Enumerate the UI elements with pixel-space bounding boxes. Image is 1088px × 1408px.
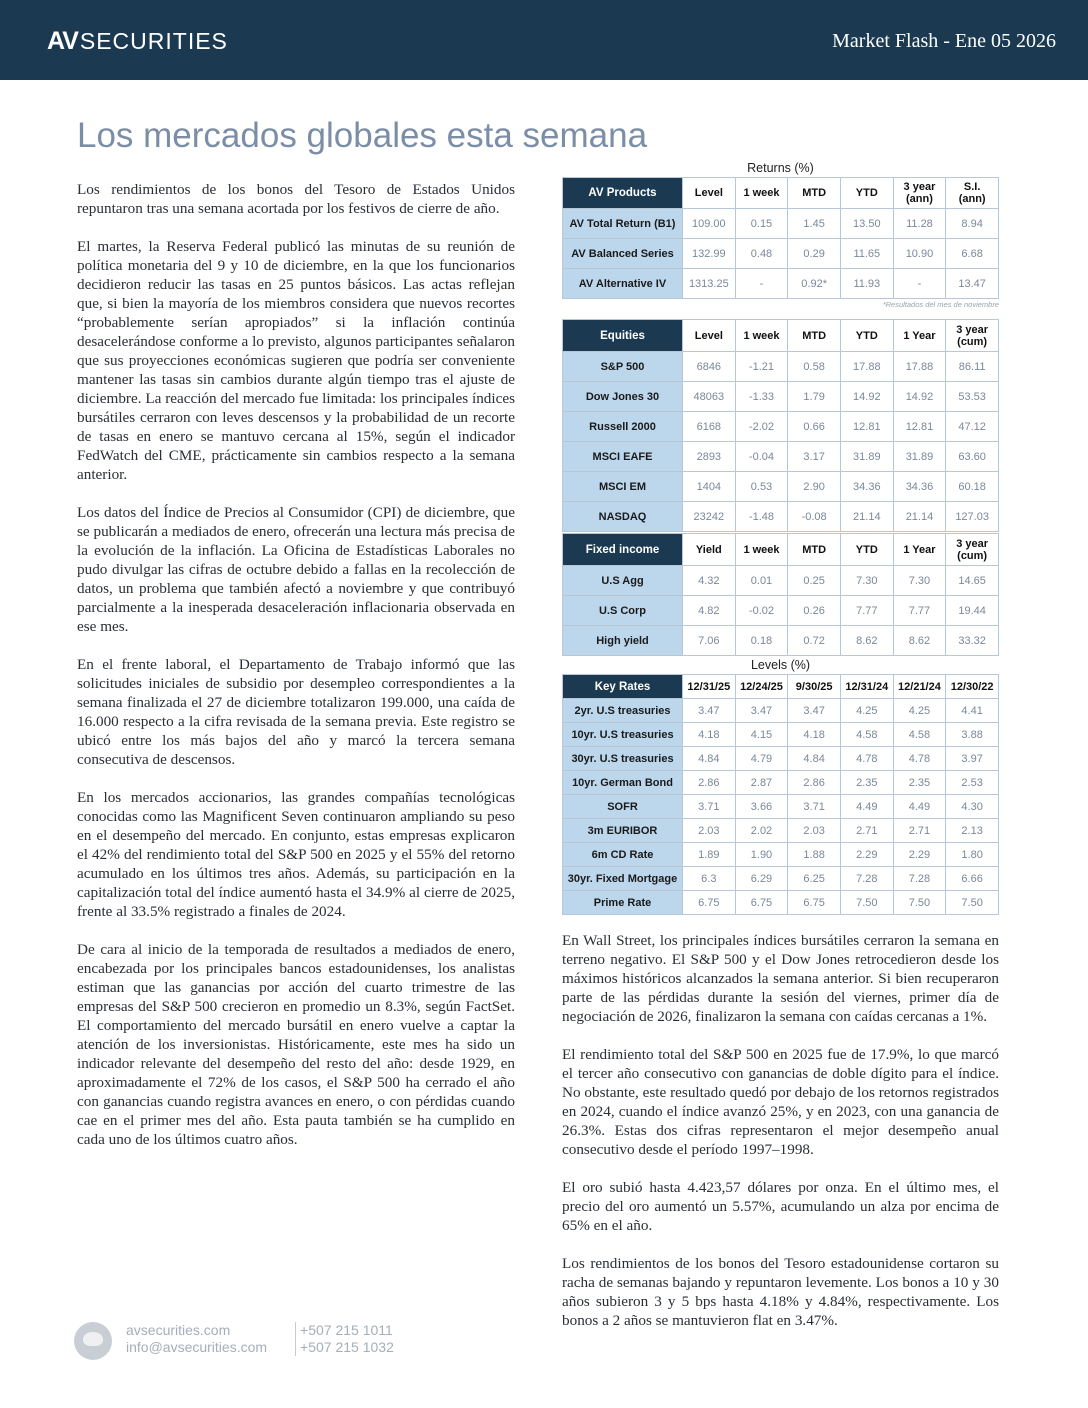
- column-header: 3 year (cum): [946, 534, 999, 566]
- table-cell: 3.66: [735, 795, 788, 819]
- email-link[interactable]: info@avsecurities.com: [126, 1339, 268, 1355]
- table-cell: 2.53: [946, 771, 999, 795]
- table-cell: 4.82: [683, 596, 736, 626]
- paragraph: En los mercados accionarios, las grandes compañías tecnológicas conocidas como las Magnificent Seven continuaron ampliando su peso en el desempeño del mercado. En conjunto, estas empresas explicaron el 42% del rendimiento total del S&P 500 en 2025 y el 55% del retorno acumulado en los últimos tres años. Además, su participación en la capitalización total del índice aumentó hasta el 34.9% al cierre de 2025, frente al 33.5% registrado a finales de 2024.: [77, 789, 515, 920]
- left-column: [77, 180, 515, 1168]
- returns-caption: Returns (%): [747, 161, 814, 175]
- column-header: YTD: [840, 534, 893, 566]
- table-cell: 10.90: [893, 239, 946, 269]
- table-cell: 7.77: [840, 596, 893, 626]
- column-header: 1 week: [735, 320, 788, 352]
- table-cell: 7.30: [893, 566, 946, 596]
- returns-table: [562, 177, 999, 299]
- table-cell: 6.66: [946, 867, 999, 891]
- table-cell: 4.25: [840, 699, 893, 723]
- table-cell: 1.45: [788, 209, 841, 239]
- table-cell: -2.02: [735, 412, 788, 442]
- table-row: [563, 867, 999, 891]
- table-cell: 48063: [683, 382, 736, 412]
- table-cell: 60.18: [946, 472, 999, 502]
- table-cell: 109.00: [683, 209, 736, 239]
- table-cell: 2.35: [840, 771, 893, 795]
- table-cell: 2.71: [893, 819, 946, 843]
- table-cell: 1.79: [788, 382, 841, 412]
- returns-footnote: *Resultados del mes de noviembre: [882, 300, 999, 309]
- table-cell: 0.66: [788, 412, 841, 442]
- table-cell: 2.29: [840, 843, 893, 867]
- table-cell: 2.03: [683, 819, 736, 843]
- table-cell: 0.53: [735, 472, 788, 502]
- table-cell: 4.15: [735, 723, 788, 747]
- row-label: MSCI EM: [563, 472, 683, 502]
- column-header: 1 Year: [893, 320, 946, 352]
- column-header: YTD: [840, 178, 893, 209]
- company-logo: [47, 27, 228, 56]
- logo-text: SECURITIES: [79, 28, 228, 54]
- column-header: 12/21/24: [893, 675, 946, 699]
- table-cell: 3.88: [946, 723, 999, 747]
- table-cell: 8.62: [893, 626, 946, 656]
- table-cell: 53.53: [946, 382, 999, 412]
- table-cell: -: [893, 269, 946, 299]
- table-cell: 0.25: [788, 566, 841, 596]
- footer-contacts: [126, 1322, 267, 1356]
- table-cell: 11.65: [840, 239, 893, 269]
- table-cell: 13.47: [946, 269, 999, 299]
- column-header: 9/30/25: [788, 675, 841, 699]
- column-header: 3 year (ann): [893, 178, 946, 209]
- row-label: 10yr. German Bond: [563, 771, 683, 795]
- table-cell: 2.86: [683, 771, 736, 795]
- table-cell: 8.62: [840, 626, 893, 656]
- website-link[interactable]: avsecurities.com: [126, 1322, 231, 1338]
- page-headline: Los mercados globales esta semana: [77, 116, 648, 155]
- table-cell: 21.14: [840, 502, 893, 532]
- table-cell: 0.26: [788, 596, 841, 626]
- table-cell: 11.28: [893, 209, 946, 239]
- table-cell: 3.97: [946, 747, 999, 771]
- table-cell: 7.50: [946, 891, 999, 915]
- table-cell: 4.25: [893, 699, 946, 723]
- table-row: [563, 626, 999, 656]
- table-cell: 4.78: [893, 747, 946, 771]
- table-cell: 4.79: [735, 747, 788, 771]
- footer-phones: [295, 1322, 394, 1356]
- table-row: [563, 209, 999, 239]
- table-cell: 34.36: [840, 472, 893, 502]
- table-cell: 47.12: [946, 412, 999, 442]
- row-label: AV Alternative IV: [563, 269, 683, 299]
- row-label: AV Balanced Series: [563, 239, 683, 269]
- table-cell: 12.81: [893, 412, 946, 442]
- table-row: [563, 269, 999, 299]
- logo-mark: AV: [47, 27, 78, 55]
- table-cell: 2.03: [788, 819, 841, 843]
- table-cell: 31.89: [893, 442, 946, 472]
- row-label: 2yr. U.S treasuries: [563, 699, 683, 723]
- table-row: [563, 596, 999, 626]
- column-header: MTD: [788, 178, 841, 209]
- table-cell: 19.44: [946, 596, 999, 626]
- column-header: AV Products: [563, 178, 683, 209]
- fixed-income-table-block: [562, 533, 999, 656]
- table-cell: 6168: [683, 412, 736, 442]
- table-cell: -1.21: [735, 352, 788, 382]
- paragraph: El rendimiento total del S&P 500 en 2025 fue de 17.9%, lo que marcó el tercer año consecutivo con ganancias de doble dígito para el índice. No obstante, este resultado quedó por debajo de los retornos registrados en 2024, cuando el índice avanzó 25%, y en 2023, con una ganancia de 26.3%. Estas dos cifras representaron el mejor desempeño anual consecutivo desde el período 1997–1998.: [562, 1046, 999, 1158]
- paragraph: Los datos del Índice de Precios al Consumidor (CPI) de diciembre, que se publicarán a mediados de enero, ofrecerán una lectura más precisa de la evolución de la inflación. La Oficina de Estadísticas Laborales no pudo divulgar las cifras de octubre debido a fallas en la recolección de datos, un problema que también afectó a noviembre y que contribuyó parcialmente a la inesperada desaceleración inflacionaria observada en ese mes.: [77, 504, 515, 635]
- table-cell: 2.35: [893, 771, 946, 795]
- row-label: AV Total Return (B1): [563, 209, 683, 239]
- table-row: [563, 891, 999, 915]
- column-header: Fixed income: [563, 534, 683, 566]
- table-cell: 2.86: [788, 771, 841, 795]
- table-cell: -1.48: [735, 502, 788, 532]
- table-cell: 0.72: [788, 626, 841, 656]
- row-label: NASDAQ: [563, 502, 683, 532]
- table-cell: 7.50: [840, 891, 893, 915]
- table-cell: 0.01: [735, 566, 788, 596]
- table-cell: 0.15: [735, 209, 788, 239]
- table-cell: 6846: [683, 352, 736, 382]
- column-header: 12/31/25: [683, 675, 736, 699]
- column-header: Level: [683, 178, 736, 209]
- table-cell: 3.71: [683, 795, 736, 819]
- row-label: 30yr. Fixed Mortgage: [563, 867, 683, 891]
- table-cell: 4.58: [893, 723, 946, 747]
- table-cell: 0.29: [788, 239, 841, 269]
- report-title: Market Flash - Ene 05 2026: [832, 30, 1056, 52]
- footer: [74, 1322, 394, 1360]
- header-bar: [0, 0, 1088, 80]
- table-cell: 63.60: [946, 442, 999, 472]
- table-cell: 7.30: [840, 566, 893, 596]
- table-cell: 4.32: [683, 566, 736, 596]
- column-header: 1 week: [735, 534, 788, 566]
- table-cell: 6.75: [683, 891, 736, 915]
- table-cell: 21.14: [893, 502, 946, 532]
- column-header: Key Rates: [563, 675, 683, 699]
- table-row: [563, 699, 999, 723]
- table-cell: 4.18: [788, 723, 841, 747]
- right-column: [562, 931, 999, 1349]
- fixed-income-table: [562, 533, 999, 656]
- table-cell: 1404: [683, 472, 736, 502]
- row-label: U.S Agg: [563, 566, 683, 596]
- table-cell: 4.84: [683, 747, 736, 771]
- table-cell: 1313.25: [683, 269, 736, 299]
- table-cell: 14.92: [893, 382, 946, 412]
- key-rates-table-block: [562, 656, 999, 915]
- table-row: [563, 819, 999, 843]
- paragraph: En Wall Street, los principales índices bursátiles cerraron la semana en terreno negativo. El S&P 500 y el Dow Jones retrocedieron desde los máximos históricos alcanzados la semana anterior. Si bien recuperaron parte de las pérdidas durante la sesión del viernes, primer día de negociación de 2026, finalizaron la semana con caídas cercanas a 1%.: [562, 932, 999, 1025]
- key-rates-table: [562, 674, 999, 915]
- table-cell: 17.88: [840, 352, 893, 382]
- table-cell: 3.47: [735, 699, 788, 723]
- row-label: 10yr. U.S treasuries: [563, 723, 683, 747]
- table-cell: 0.48: [735, 239, 788, 269]
- table-cell: -: [735, 269, 788, 299]
- key-rates-caption: Levels (%): [750, 658, 811, 672]
- table-row: [563, 502, 999, 532]
- table-cell: 132.99: [683, 239, 736, 269]
- table-cell: 4.78: [840, 747, 893, 771]
- table-cell: 2.02: [735, 819, 788, 843]
- table-cell: 6.75: [735, 891, 788, 915]
- paragraph: El oro subió hasta 4.423,57 dólares por onza. En el último mes, el precio del oro aumentó un 5.57%, acumulando un alza por encima de 65% en el año.: [562, 1179, 999, 1234]
- table-cell: 0.18: [735, 626, 788, 656]
- table-cell: 4.84: [788, 747, 841, 771]
- column-header: Yield: [683, 534, 736, 566]
- table-row: [563, 566, 999, 596]
- table-cell: 17.88: [893, 352, 946, 382]
- paragraph: Los rendimientos de los bonos del Tesoro de Estados Unidos repuntaron tras una semana acortada por los festivos de cierre de año.: [77, 181, 515, 217]
- row-label: SOFR: [563, 795, 683, 819]
- table-row: [563, 382, 999, 412]
- table-cell: 3.47: [683, 699, 736, 723]
- table-cell: 7.28: [840, 867, 893, 891]
- column-header: 12/24/25: [735, 675, 788, 699]
- table-cell: 1.89: [683, 843, 736, 867]
- tree-logo-icon: [74, 1322, 112, 1360]
- table-cell: 4.49: [893, 795, 946, 819]
- table-cell: 7.28: [893, 867, 946, 891]
- table-cell: 4.49: [840, 795, 893, 819]
- column-header: S.I. (ann): [946, 178, 999, 209]
- table-cell: 0.92*: [788, 269, 841, 299]
- table-cell: -0.08: [788, 502, 841, 532]
- table-cell: 3.71: [788, 795, 841, 819]
- returns-table-block: [562, 159, 999, 311]
- column-header: YTD: [840, 320, 893, 352]
- table-cell: 6.68: [946, 239, 999, 269]
- table-row: [563, 412, 999, 442]
- table-cell: 6.29: [735, 867, 788, 891]
- table-row: [563, 843, 999, 867]
- row-label: 6m CD Rate: [563, 843, 683, 867]
- row-label: 3m EURIBOR: [563, 819, 683, 843]
- table-cell: 1.88: [788, 843, 841, 867]
- table-cell: 127.03: [946, 502, 999, 532]
- column-header: 1 week: [735, 178, 788, 209]
- table-cell: 6.75: [788, 891, 841, 915]
- column-header: Level: [683, 320, 736, 352]
- column-header: 12/31/24: [840, 675, 893, 699]
- table-cell: 3.47: [788, 699, 841, 723]
- table-cell: -1.33: [735, 382, 788, 412]
- table-cell: 1.80: [946, 843, 999, 867]
- table-cell: 31.89: [840, 442, 893, 472]
- row-label: Prime Rate: [563, 891, 683, 915]
- table-cell: 0.58: [788, 352, 841, 382]
- table-row: [563, 442, 999, 472]
- table-cell: 6.3: [683, 867, 736, 891]
- table-cell: 7.77: [893, 596, 946, 626]
- table-cell: 2.90: [788, 472, 841, 502]
- table-cell: 4.58: [840, 723, 893, 747]
- row-label: S&P 500: [563, 352, 683, 382]
- row-label: 30yr. U.S treasuries: [563, 747, 683, 771]
- table-cell: 12.81: [840, 412, 893, 442]
- column-header: 1 Year: [893, 534, 946, 566]
- table-row: [563, 239, 999, 269]
- table-cell: -0.04: [735, 442, 788, 472]
- column-header: MTD: [788, 534, 841, 566]
- table-cell: 2.29: [893, 843, 946, 867]
- table-cell: 8.94: [946, 209, 999, 239]
- table-row: [563, 795, 999, 819]
- table-cell: 4.41: [946, 699, 999, 723]
- paragraph: Los rendimientos de los bonos del Tesoro estadounidense cortaron su racha de semanas bajando y repuntaron levemente. Los bonos a 10 y 30 años subieron 3 y 5 bps hasta 4.18% y 4.84%, respectivamente. Los bonos a 2 años se mantuvieron flat en 3.47%.: [562, 1255, 999, 1329]
- table-cell: 33.32: [946, 626, 999, 656]
- table-cell: 3.17: [788, 442, 841, 472]
- table-cell: 4.18: [683, 723, 736, 747]
- table-cell: 34.36: [893, 472, 946, 502]
- table-cell: 11.93: [840, 269, 893, 299]
- phone-number: +507 215 1032: [300, 1339, 394, 1355]
- table-cell: 86.11: [946, 352, 999, 382]
- column-header: MTD: [788, 320, 841, 352]
- equities-table: [562, 319, 999, 532]
- table-row: [563, 723, 999, 747]
- table-cell: 14.65: [946, 566, 999, 596]
- table-cell: 6.25: [788, 867, 841, 891]
- table-cell: 2.71: [840, 819, 893, 843]
- row-label: Dow Jones 30: [563, 382, 683, 412]
- column-header: Equities: [563, 320, 683, 352]
- equities-table-block: [562, 319, 999, 532]
- row-label: U.S Corp: [563, 596, 683, 626]
- table-cell: 1.90: [735, 843, 788, 867]
- table-cell: 4.30: [946, 795, 999, 819]
- table-cell: 2893: [683, 442, 736, 472]
- table-row: [563, 747, 999, 771]
- row-label: Russell 2000: [563, 412, 683, 442]
- table-row: [563, 352, 999, 382]
- table-cell: 2.87: [735, 771, 788, 795]
- paragraph: El martes, la Reserva Federal publicó las minutas de su reunión de política monetaria del 9 y 10 de diciembre, en la que los funcionarios decidieron reducir las tasas en 25 puntos básicos. Las actas reflejan que, si bien la mayoría de los miembros considera que nuevos recortes “probablemente serían apropiados” si la inflación continúa desacelerándose conforme a lo previsto, algunos participantes señalaron que sus proyecciones económicas sugieren que podría ser conveniente mantener las tasas sin cambios durante algún tiempo tras el ajuste de diciembre. La reacción del mercado fue limitada: los principales índices bursátiles cerraron con leves descensos y la probabilidad de un recorte de tasas en enero se mantuvo cercana al 15%, según el indicador FedWatch del CME, prácticamente sin cambios respecto a la semana anterior.: [77, 238, 515, 483]
- column-header: 12/30/22: [946, 675, 999, 699]
- table-cell: 23242: [683, 502, 736, 532]
- table-cell: 14.92: [840, 382, 893, 412]
- table-row: [563, 771, 999, 795]
- table-cell: 7.06: [683, 626, 736, 656]
- column-header: 3 year (cum): [946, 320, 999, 352]
- paragraph: En el frente laboral, el Departamento de Trabajo informó que las solicitudes iniciales de subsidio por desempleo correspondientes a la semana finalizada el 27 de diciembre totalizaron 199.000, una caída de 16.000 respecto a la cifra revisada de la semana previa. Este registro se ubicó entre los más bajos del año y marcó la tercera semana consecutiva de descensos.: [77, 656, 515, 768]
- table-row: [563, 472, 999, 502]
- row-label: High yield: [563, 626, 683, 656]
- table-cell: 13.50: [840, 209, 893, 239]
- table-cell: -0.02: [735, 596, 788, 626]
- row-label: MSCI EAFE: [563, 442, 683, 472]
- table-cell: 7.50: [893, 891, 946, 915]
- paragraph: De cara al inicio de la temporada de resultados a mediados de enero, encabezada por los principales bancos estadounidenses, los analistas estiman que las ganancias por acción del cuarto trimestre de las empresas del S&P 500 crecieron en promedio un 8.3%, según FactSet. El comportamiento del mercado bursátil en enero vuelve a captar la atención de los inversionistas. Históricamente, este mes ha sido un indicador relevante del desempeño del resto del año: desde 1929, en aproximadamente el 72% de los casos, el S&P 500 ha cerrado el año con ganancias cuando registra avances en enero, o con pérdidas cuando cae en el primer mes del año. Esta pauta también se ha cumplido en cada uno de los últimos cuatro años.: [77, 941, 515, 1148]
- table-cell: 2.13: [946, 819, 999, 843]
- phone-number: +507 215 1011: [300, 1322, 393, 1338]
